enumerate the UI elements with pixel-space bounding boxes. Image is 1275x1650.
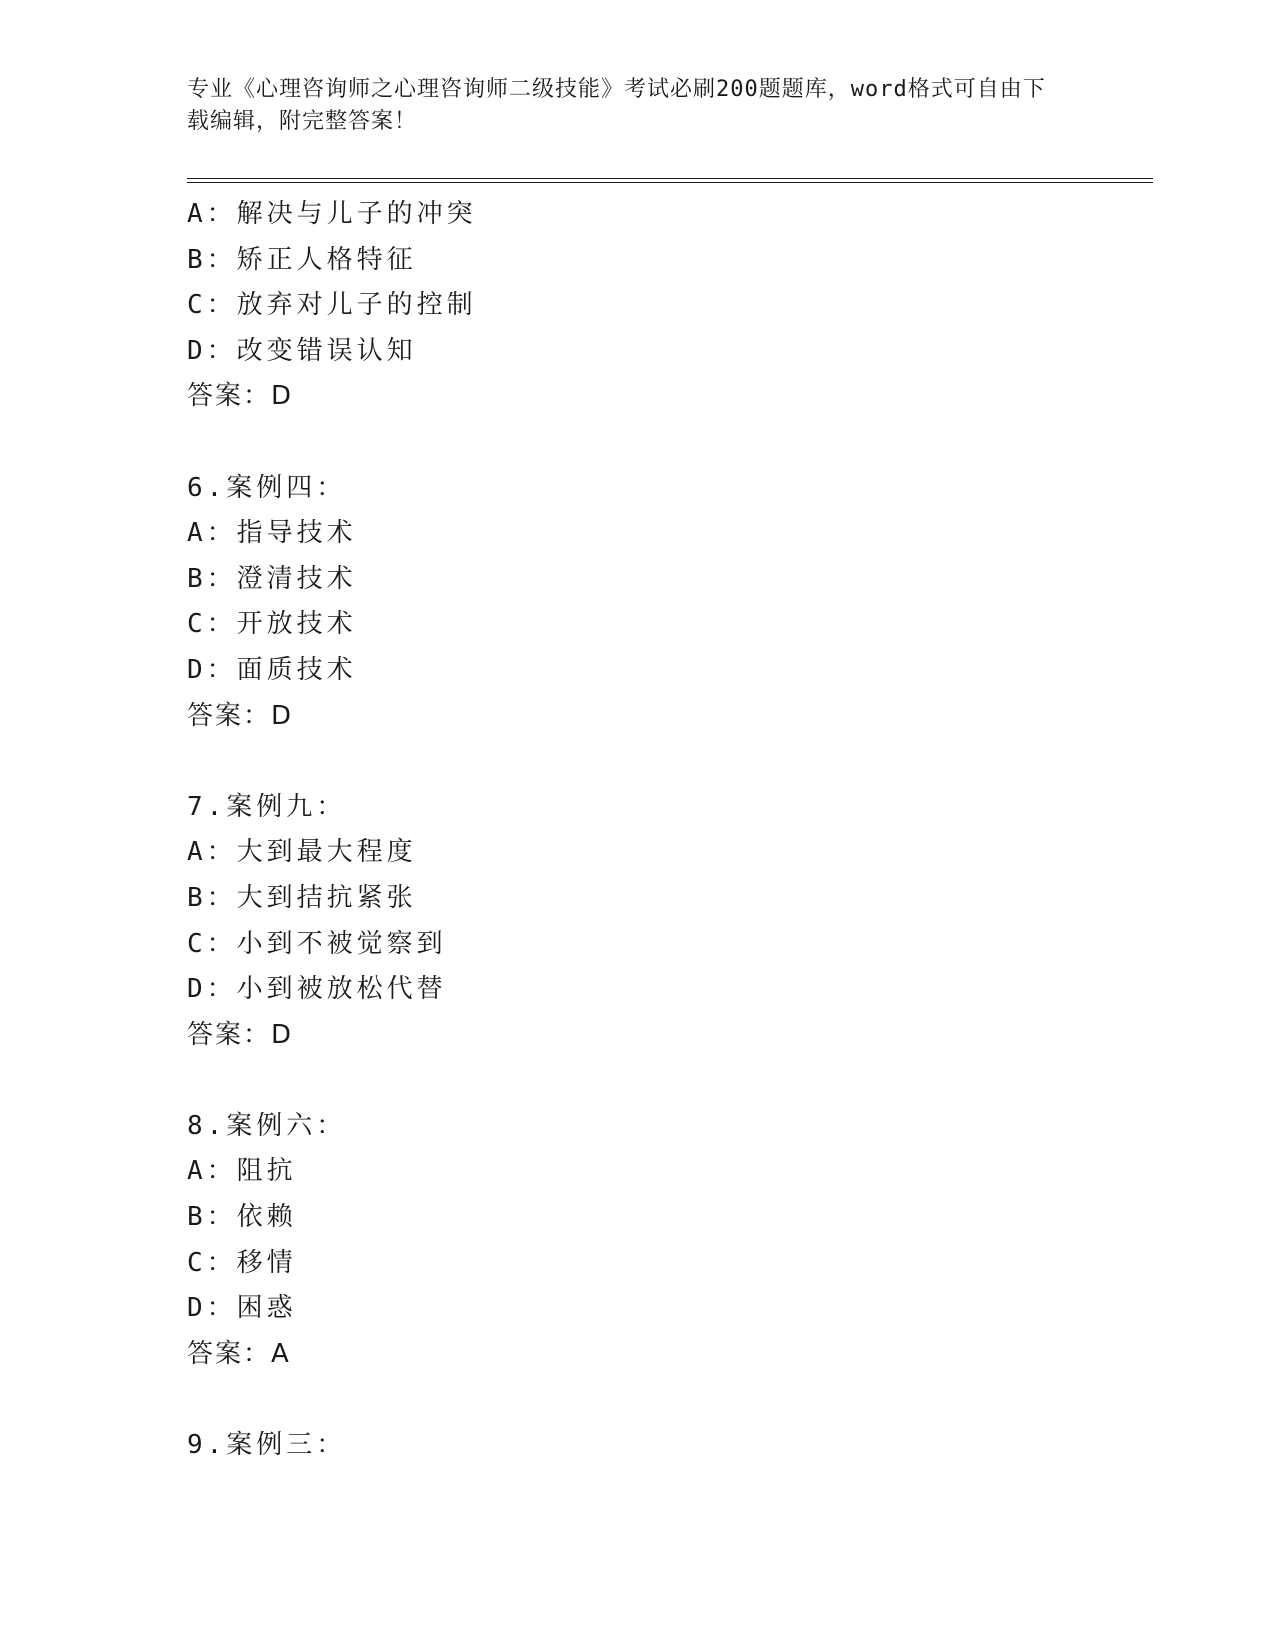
answer-line: 答案：D [187, 700, 294, 731]
option-b: B：矫正人格特征 [187, 244, 417, 275]
option-a: A：解决与儿子的冲突 [187, 199, 477, 229]
question-block [187, 1423, 1147, 1469]
question-block [187, 785, 1147, 1059]
answer-line: 答案：D [187, 1019, 294, 1050]
header-divider-secondary [187, 182, 1153, 183]
option-c: C：移情 [187, 1247, 297, 1278]
option-d: D：困惑 [187, 1293, 297, 1324]
option-c: C：放弃对儿子的控制 [187, 290, 477, 321]
question-title: 7.案例九： [187, 791, 347, 822]
option-a: A：阻抗 [187, 1156, 297, 1187]
header-divider [187, 178, 1153, 179]
question-title: 8.案例六： [187, 1110, 347, 1141]
question-title: 6.案例四： [187, 472, 347, 503]
question-block [187, 1104, 1147, 1378]
option-c: C：小到不被觉察到 [187, 928, 447, 959]
option-d: D：面质技术 [187, 654, 357, 685]
option-d: D：改变错误认知 [187, 335, 417, 366]
question-block [187, 192, 1147, 420]
option-b: B：依赖 [187, 1202, 297, 1233]
answer-line: 答案：D [187, 381, 294, 412]
option-b: B：澄清技术 [187, 563, 357, 594]
question-block [187, 466, 1147, 740]
document-header: 专业《心理咨询师之心理咨询师二级技能》考试必刷200题题库，word格式可自由下载编辑，附完整答案！ [187, 77, 1046, 134]
option-d: D：小到被放松代替 [187, 974, 447, 1005]
option-a: A：指导技术 [187, 518, 357, 549]
option-b: B：大到拮抗紧张 [187, 882, 417, 913]
option-c: C：开放技术 [187, 609, 357, 640]
answer-line: 答案：A [187, 1338, 291, 1369]
question-list [187, 192, 1147, 1469]
question-title: 9.案例三： [187, 1430, 347, 1461]
option-a: A：大到最大程度 [187, 837, 417, 868]
